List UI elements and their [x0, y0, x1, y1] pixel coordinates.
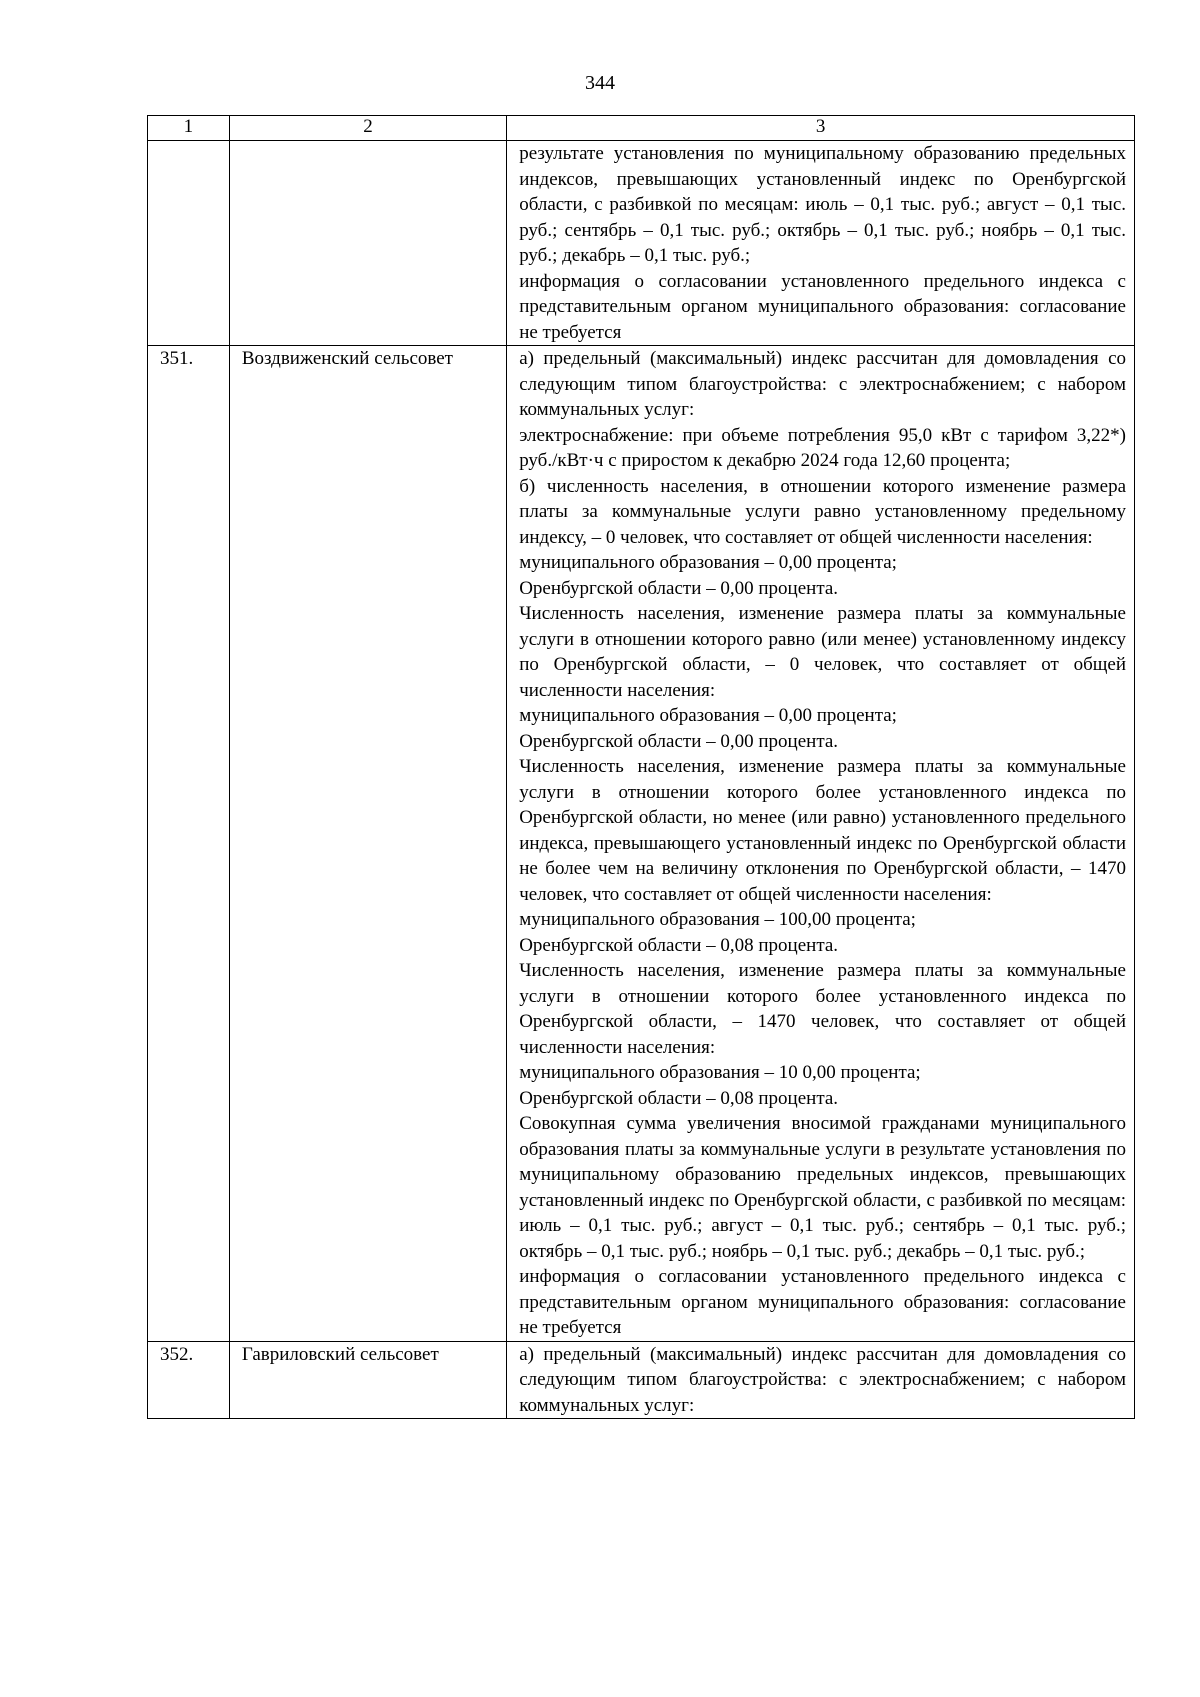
paragraph: электроснабжение: при объеме потребления 95,0 кВт с тарифом 3,22*) руб./кВт·ч с приростом к декабрю 2024 года 12,60 процента; [519, 424, 1126, 471]
paragraph: а) предельный (максимальный) индекс рассчитан для домовладения со следующим типом благоустройства: с электроснабжением; с набором коммунальных услуг: [519, 1343, 1126, 1416]
cell-name [229, 141, 506, 346]
paragraph: б) численность населения, в отношении которого изменение размера платы за коммунальные услуги равно установленному предельному индексу, – 0 человек, что составляет от общей численности населения: [519, 475, 1126, 548]
paragraph: информация о согласовании установленного предельного индекса с представительным органом муниципального образования: согласование не требуется [519, 1266, 1126, 1338]
table-row-continuation [148, 141, 1135, 346]
paragraph: муниципального образования – 10 0,00 процента; [519, 1062, 921, 1083]
paragraph: Оренбургской области – 0,08 процента. [519, 1087, 839, 1109]
page-number: 344 [585, 72, 615, 94]
paragraph: Численность населения, изменение размера платы за коммунальные услуги в отношении которого более установленного индекса по Оренбургской области, но менее (или равно) установленного предельного индекса, превышающего установленный индекс по Оренбургской области не более чем на величину отклонения по Оренбургской области, – 1470 человек, что составляет от общей численности населения: [519, 756, 1126, 905]
paragraph: Численность населения, изменение размера платы за коммунальные услуги в отношении которого равно (или менее) установленному индексу по Оренбургской области, – 0 человек, что составляет от общей численности населения: [519, 603, 1126, 701]
paragraph: Оренбургской области – 0,08 процента. [519, 934, 839, 956]
indices-table [147, 115, 1135, 1419]
paragraph: Совокупная сумма увеличения вносимой гражданами муниципального образования платы за коммунальные услуги в результате установления по муниципальному образованию предельных индексов, превышающих установленный индекс по Оренбургской области, с разбивкой по месяцам: июль – 0,1 тыс. руб.; август – 0,1 тыс. руб.; сентябрь – 0,1 тыс. руб.; октябрь – 0,1 тыс. руб.; ноябрь – 0,1 тыс. руб.; декабрь – 0,1 тыс. руб.; [519, 1113, 1126, 1262]
paragraph: Оренбургской области – 0,00 процента. [519, 577, 839, 599]
cell-description [507, 141, 1135, 346]
header-col-3: 3 [507, 116, 1135, 141]
paragraph: муниципального образования – 0,00 процента; [519, 705, 897, 726]
paragraph: Оренбургской области – 0,00 процента. [519, 730, 839, 752]
cell-description [507, 346, 1135, 1342]
cell-name: Воздвиженский сельсовет [229, 346, 506, 1342]
paragraph: Численность населения, изменение размера платы за коммунальные услуги в отношении которого более установленного индекса по Оренбургской области, – 1470 человек, что составляет от общей численности населения: [519, 960, 1126, 1058]
paragraph: а) предельный (максимальный) индекс рассчитан для домовладения со следующим типом благоустройства: с электроснабжением; с набором коммунальных услуг: [519, 348, 1126, 420]
paragraph: муниципального образования – 0,00 процента; [519, 552, 897, 573]
cell-name: Гавриловский сельсовет [229, 1341, 506, 1419]
cell-number: 352. [148, 1341, 230, 1419]
cell-description [507, 1341, 1135, 1419]
paragraph: информация о согласовании установленного предельного индекса с представительным органом муниципального образования: согласование не требуется [519, 270, 1126, 343]
table-row-352 [148, 1341, 1135, 1419]
table-row-351 [148, 346, 1135, 1342]
cell-number: 351. [148, 346, 230, 1342]
cell-number [148, 141, 230, 346]
paragraph: муниципального образования – 100,00 процента; [519, 909, 916, 930]
header-col-1: 1 [148, 116, 230, 141]
table-header-row [148, 116, 1135, 141]
paragraph: результате установления по муниципальному образованию предельных индексов, превышающих установленный индекс по Оренбургской области, с разбивкой по месяцам: июль – 0,1 тыс. руб.; август – 0,1 тыс. руб.; сентябрь – 0,1 тыс. руб.; октябрь – 0,1 тыс. руб.; ноябрь – 0,1 тыс. руб.; декабрь – 0,1 тыс. руб.; [519, 143, 1126, 266]
header-col-2: 2 [229, 116, 506, 141]
